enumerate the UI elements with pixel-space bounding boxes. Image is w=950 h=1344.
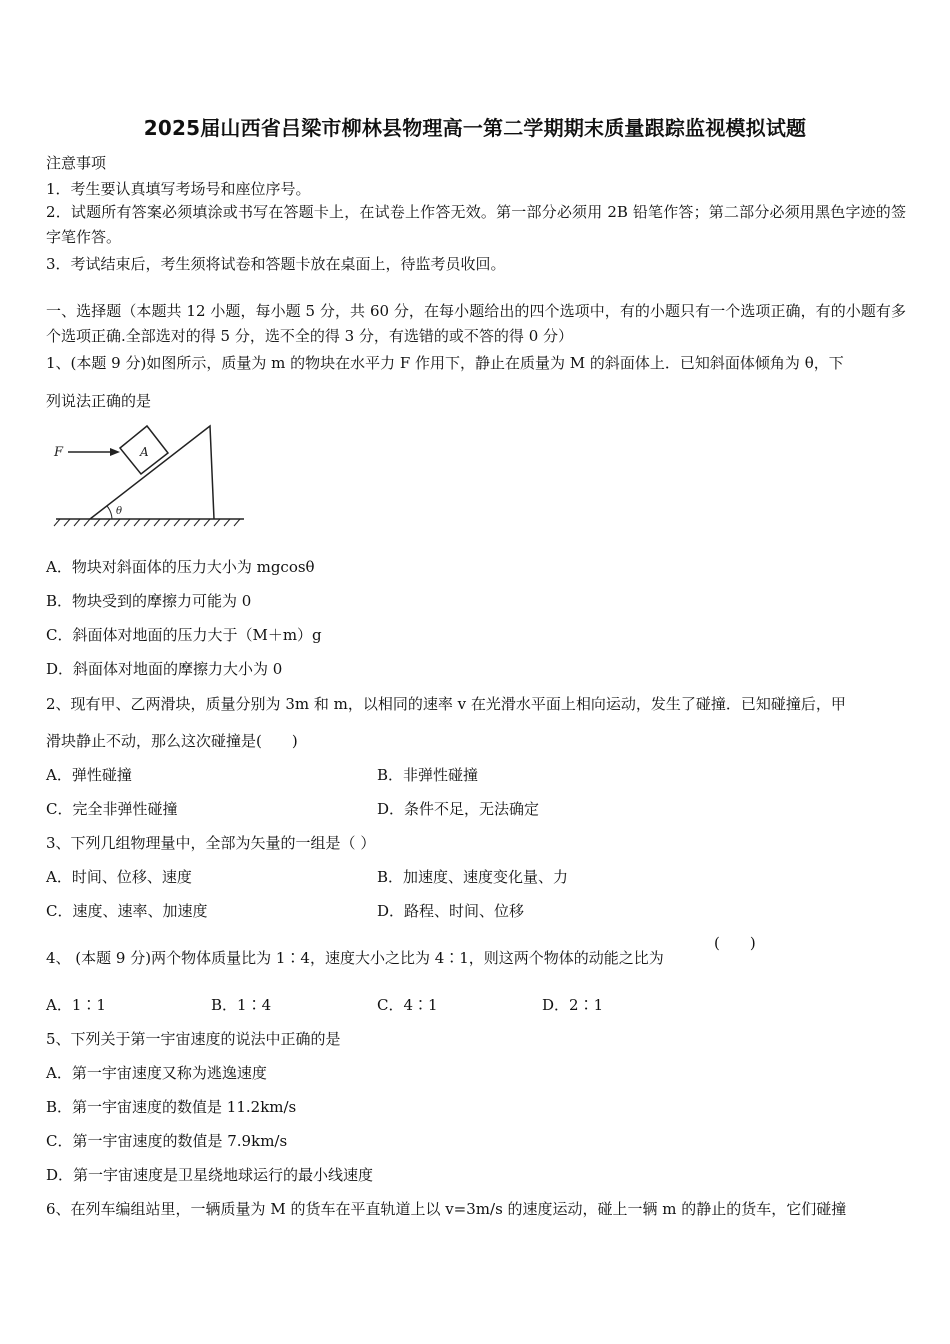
q3-stem: 3、下列几组物理量中，全部为矢量的一组是（ ） bbox=[46, 834, 376, 852]
q3-option-d: D．路程、时间、位移 bbox=[377, 902, 525, 920]
section-heading: 一、选择题（本题共 12 小题，每小题 5 分，共 60 分，在每小题给出的四个选项中，有的小题只有一个选项正确，有的小题有多个选项正确.全部选对的得 5 分，选不全的得 3 分，有选错的或不答的得 0 分） bbox=[46, 302, 906, 345]
force-arrowhead bbox=[110, 448, 120, 456]
label-a: A bbox=[140, 445, 149, 459]
page-title: 2025届山西省吕梁市柳林县物理高一第二学期期末质量跟踪监视模拟试题 bbox=[143, 116, 807, 140]
q5-option-c: C．第一宇宙速度的数值是 7.9km/s bbox=[46, 1132, 288, 1150]
q5-option-d: D．第一宇宙速度是卫星绕地球运行的最小线速度 bbox=[46, 1166, 374, 1184]
q2-option-c: C．完全非弹性碰撞 bbox=[46, 800, 178, 818]
q5-option-a: A．第一宇宙速度又称为逃逸速度 bbox=[46, 1064, 267, 1082]
q1-stem-line1: 1、(本题 9 分)如图所示，质量为 m 的物块在水平力 F 作用下，静止在质量为 M 的斜面体上．已知斜面体倾角为 θ，下 bbox=[46, 354, 844, 372]
label-f: F bbox=[54, 445, 64, 460]
theta-arc bbox=[107, 506, 112, 519]
q4-option-d: D．2∶1 bbox=[542, 996, 604, 1014]
q1-stem-line2: 列说法正确的是 bbox=[46, 392, 152, 410]
q1-option-d: D．斜面体对地面的摩擦力大小为 0 bbox=[46, 660, 283, 678]
notice-item-3: 3．考试结束后，考生须将试卷和答题卡放在桌面上，待监考员收回。 bbox=[46, 255, 506, 273]
q2-option-b: B．非弹性碰撞 bbox=[377, 766, 479, 784]
q4-option-a: A．1∶1 bbox=[46, 996, 106, 1014]
q4-option-b: B．1∶4 bbox=[211, 996, 272, 1014]
q2-option-a: A．弹性碰撞 bbox=[46, 766, 132, 784]
q1-incline-figure bbox=[50, 418, 250, 533]
notice-item-1: 1．考生要认真填写考场号和座位序号。 bbox=[46, 180, 311, 198]
q4-stem: 4、 (本题 9 分)两个物体质量比为 1∶4，速度大小之比为 4∶1，则这两个物体的动能之比为 bbox=[46, 949, 664, 967]
q4-answer-paren: ( ) bbox=[714, 934, 756, 952]
q5-option-b: B．第一宇宙速度的数值是 11.2km/s bbox=[46, 1098, 297, 1116]
q2-stem-line1: 2、现有甲、乙两滑块，质量分别为 3m 和 m，以相同的速率 v 在光滑水平面上相向运动，发生了碰撞．已知碰撞后，甲 bbox=[46, 695, 846, 713]
q1-option-b: B．物块受到的摩擦力可能为 0 bbox=[46, 592, 252, 610]
q3-option-a: A．时间、位移、速度 bbox=[46, 868, 192, 886]
q4-option-c: C．4∶1 bbox=[377, 996, 438, 1014]
q1-option-c: C．斜面体对地面的压力大于（M＋m）g bbox=[46, 626, 322, 644]
notice-heading: 注意事项 bbox=[46, 154, 107, 172]
q3-option-c: C．速度、速率、加速度 bbox=[46, 902, 208, 920]
q3-option-b: B．加速度、速度变化量、力 bbox=[377, 868, 569, 886]
q2-stem-line2: 滑块静止不动，那么这次碰撞是( ) bbox=[46, 732, 298, 750]
ground-hatching bbox=[54, 519, 240, 526]
notice-item-2: 2．试题所有答案必须填涂或书写在答题卡上，在试卷上作答无效。第一部分必须用 2B 铅笔作答；第二部分必须用黑色字迹的签字笔作答。 bbox=[46, 203, 906, 246]
q5-stem: 5、下列关于第一宇宙速度的说法中正确的是 bbox=[46, 1030, 341, 1048]
q2-option-d: D．条件不足，无法确定 bbox=[377, 800, 540, 818]
label-theta: θ bbox=[116, 506, 123, 517]
q6-stem: 6、在列车编组站里，一辆质量为 M 的货车在平直轨道上以 v=3m/s 的速度运动，碰上一辆 m 的静止的货车，它们碰撞 bbox=[46, 1200, 847, 1218]
q1-option-a: A．物块对斜面体的压力大小为 mgcosθ bbox=[46, 558, 315, 576]
